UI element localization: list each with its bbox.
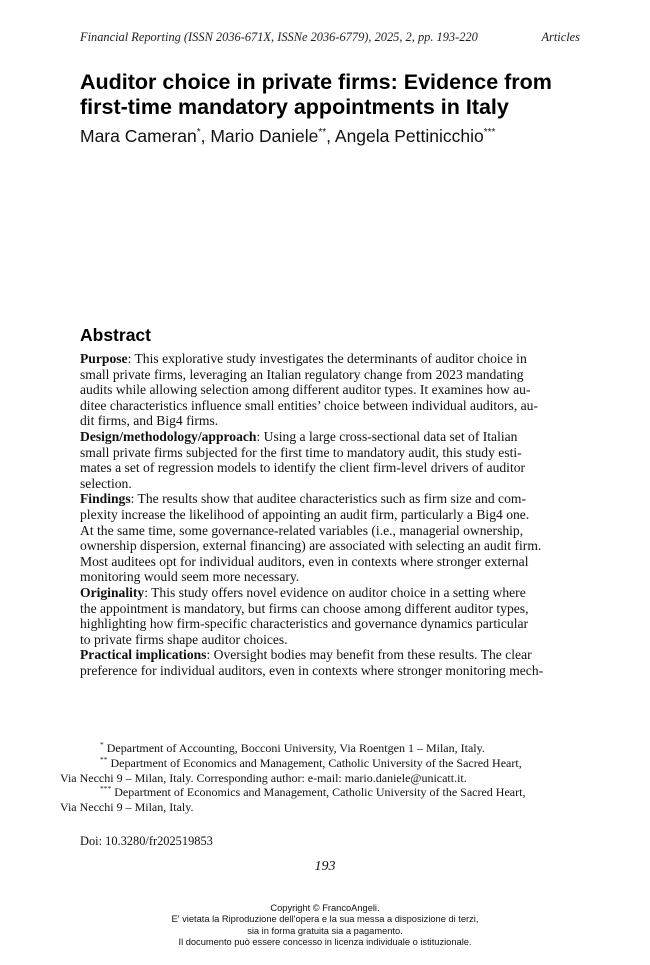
- copyright-notice: [0, 903, 650, 949]
- text-line: : The results show that auditee characteristics such as firm size and com-: [130, 491, 526, 507]
- footnotes: [60, 740, 577, 815]
- author-name: Angela Pettinicchio: [334, 126, 484, 146]
- section-label: Purpose: [80, 351, 128, 366]
- text-line: : This study offers novel evidence on auditor choice in a setting where: [144, 584, 526, 600]
- text-line: : Oversight bodies may benefit from these results. The clear: [206, 647, 532, 663]
- text-line: the appointment is mandatory, but firms can choose among different auditor types,: [80, 600, 529, 616]
- footnote-mark: **: [100, 754, 108, 764]
- text-line: plexity increase the likelihood of appointing an audit firm, particularly a Big4 one.: [80, 506, 530, 522]
- text-line: At the same time, some governance-related variables (i.e., managerial ownership,: [80, 522, 524, 538]
- text-line: selection.: [80, 475, 132, 491]
- section-label: Practical implications: [80, 647, 207, 663]
- abstract-section-purpose: [80, 351, 577, 429]
- text-line: highlighting how firm-specific characteristics and governance dynamics particular: [80, 616, 529, 632]
- text-line: preference for individual auditors, even in contexts where stronger monitoring mech-: [80, 662, 544, 678]
- abstract-section-originality: [80, 585, 577, 647]
- text-line: monitoring would seem more necessary.: [80, 569, 300, 585]
- text-line: to private firms shape auditor choices.: [80, 631, 288, 647]
- text-line: ownership dispersion, external financing) are associated with selecting an audit firm.: [80, 538, 542, 554]
- author-name: Mara Cameran: [80, 126, 197, 146]
- author-footnote-mark: *: [196, 127, 201, 139]
- footnote-text: Via Necchi 9 – Milan, Italy.: [60, 800, 194, 815]
- doi: Doi: 10.3280/fr202519853: [80, 834, 213, 848]
- footnote: [60, 784, 577, 815]
- copyright-line: E' vietata la Riproduzione dell'opera e la sua messa a disposizione di terzi,: [171, 914, 479, 925]
- author-name: Mario Daniele: [210, 126, 319, 146]
- text-line: : Using a large cross-sectional data set of Italian: [256, 428, 518, 444]
- text-line: small private firms, leveraging an Italian regulatory change from 2023 mandating: [80, 366, 524, 382]
- text-line: Most auditees opt for individual auditors, even in contexts where stronger external: [80, 553, 529, 569]
- footnote: [80, 741, 577, 756]
- title-line: first-time mandatory appointments in Italy: [80, 95, 509, 119]
- text-line: : This explorative study investigates the determinants of auditor choice in: [127, 351, 527, 366]
- title-line: Auditor choice in private firms: Evidence from: [80, 70, 552, 94]
- footnote-mark: ***: [100, 784, 112, 794]
- section-label: Design/methodology/approach: [80, 428, 257, 444]
- text-line: dit firms, and Big4 firms.: [80, 413, 219, 429]
- abstract-heading: Abstract: [80, 325, 151, 345]
- author-footnote-mark: ***: [483, 127, 496, 139]
- section-label: Articles: [541, 30, 580, 44]
- text-line: audits while allowing selection among different auditor types. It examines how au-: [80, 382, 531, 398]
- footnote: [60, 754, 577, 786]
- author-list: [80, 126, 580, 147]
- abstract-section-findings: [80, 491, 577, 585]
- footnote-mark: *: [100, 740, 104, 749]
- text-line: small private firms subjected for the first time to mandatory audit, this study esti-: [80, 444, 522, 460]
- footnote-text: Department of Economics and Management, Catholic University of the Sacred Heart,: [110, 755, 522, 770]
- text-line: ditee characteristics influence small entities’ choice between individual auditors, au-: [80, 397, 538, 413]
- abstract-section-practical-implications: [80, 647, 577, 678]
- author-footnote-mark: **: [318, 127, 327, 139]
- running-header: [80, 30, 580, 45]
- copyright-line: Copyright © FrancoAngeli.: [270, 903, 380, 913]
- copyright-line: sia in forma gratuita sia a pagamento.: [247, 925, 403, 936]
- page-number: 193: [314, 859, 336, 874]
- abstract-body: [80, 351, 577, 678]
- footnote-text: Department of Accounting, Bocconi University, Via Roentgen 1 – Milan, Italy.: [106, 741, 485, 755]
- author-separator: ,: [326, 126, 335, 146]
- copyright-line: Il documento può essere concesso in licenza individuale o istituzionale.: [178, 937, 472, 948]
- section-label: Findings: [80, 491, 131, 507]
- journal-citation: Financial Reporting (ISSN 2036-671X, ISSNe 2036-6779), 2025, 2, pp. 193-220: [80, 30, 478, 44]
- section-label: Originality: [80, 584, 145, 600]
- article-title: [80, 70, 580, 120]
- footnote-text: Via Necchi 9 – Milan, Italy. Corresponding author: e-mail: mario.daniele@unicatt.it.: [60, 770, 467, 785]
- author-separator: ,: [200, 126, 211, 146]
- abstract-section-design: [80, 429, 577, 491]
- text-line: mates a set of regression models to identify the client firm-level drivers of auditor: [80, 460, 526, 476]
- footnote-text: Department of Economics and Management, Catholic University of the Sacred Heart,: [114, 785, 526, 800]
